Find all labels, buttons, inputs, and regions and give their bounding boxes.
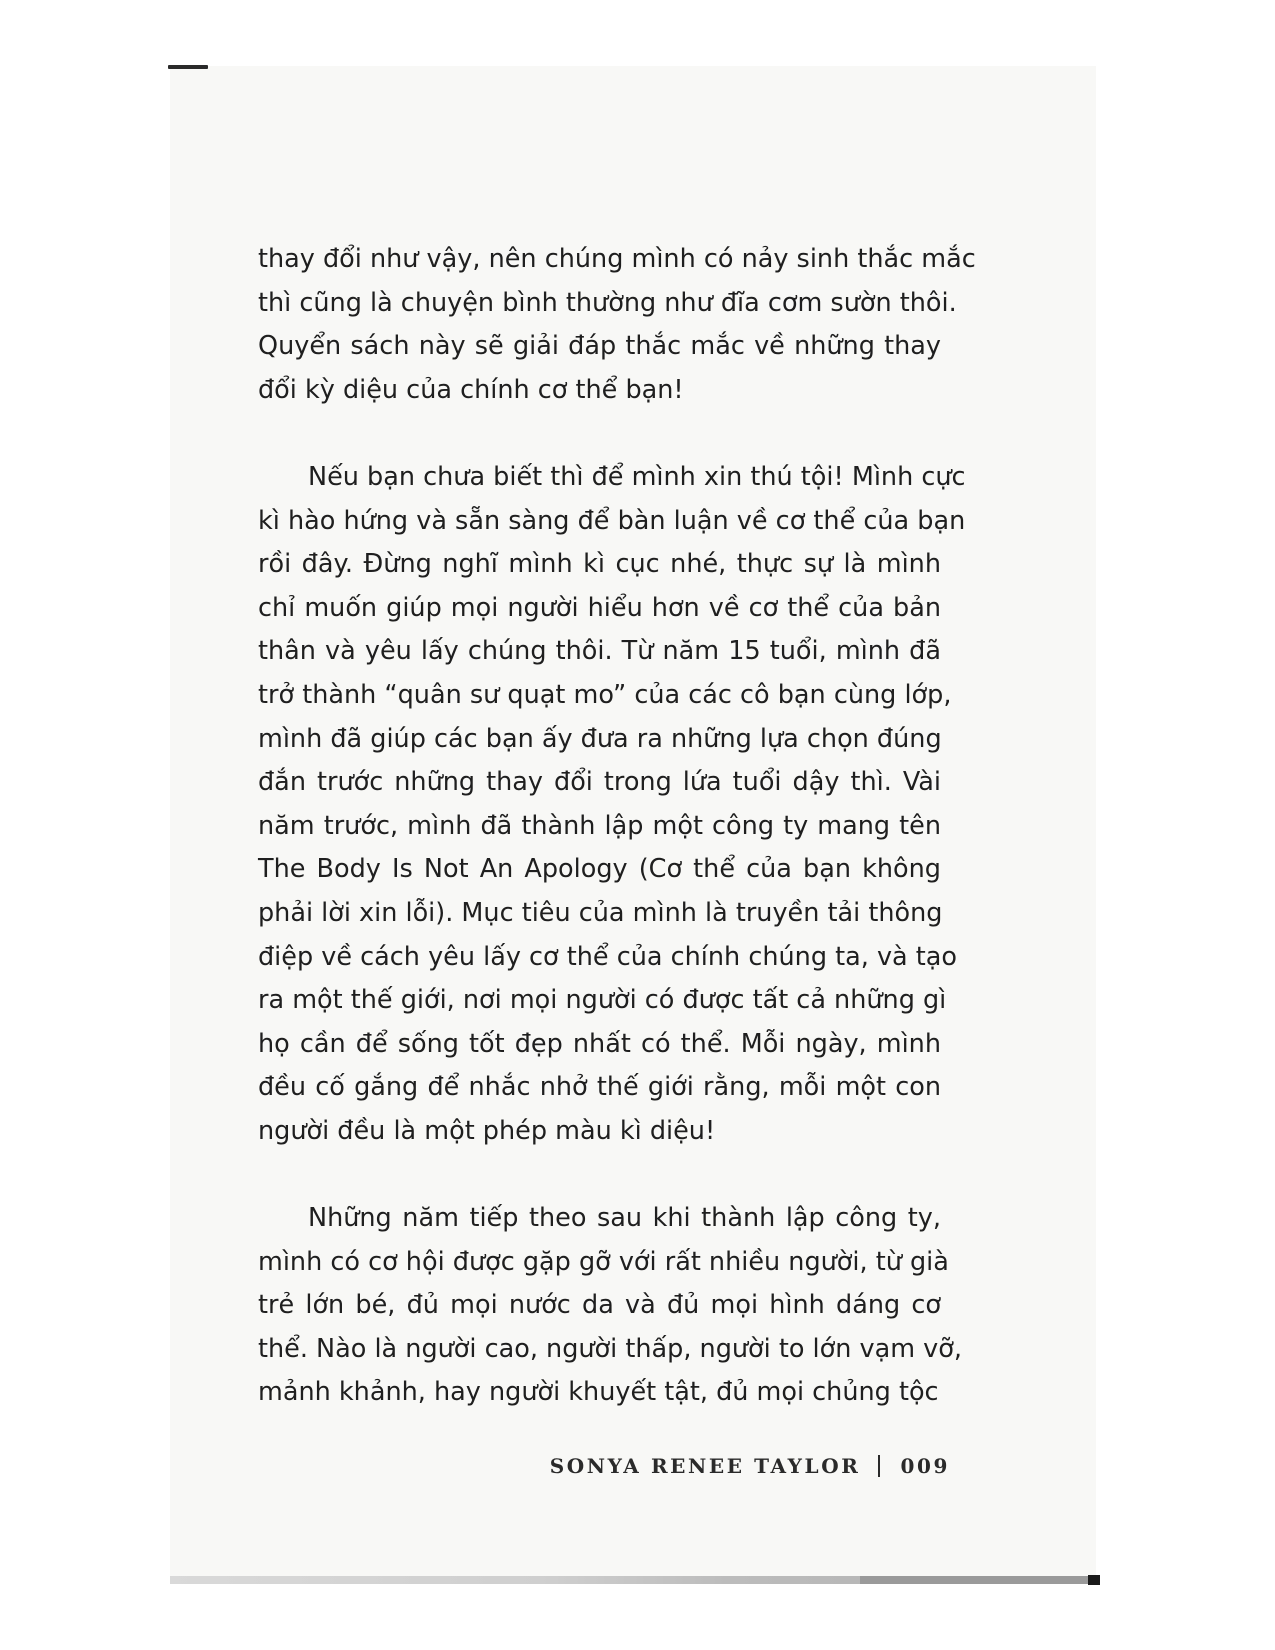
text-line: The Body Is Not An Apology (Cơ thể của bạn không — [258, 854, 941, 885]
text-line: đắn trước những thay đổi trong lứa tuổi dậy thì. Vài — [258, 767, 941, 798]
text-line: kì hào hứng và sẵn sàng để bàn luận về cơ thể của bạn — [258, 505, 966, 536]
text-line: mảnh khảnh, hay người khuyết tật, đủ mọi chủng tộc — [258, 1377, 939, 1408]
paragraph — [258, 1197, 962, 1415]
paragraph — [258, 238, 976, 412]
text-line: ra một thế giới, nơi mọi người có được tất cả những gì — [258, 985, 947, 1016]
scan-corner-mark — [168, 65, 208, 69]
paragraph — [258, 456, 966, 1154]
text-line: Quyển sách này sẽ giải đáp thắc mắc về những thay — [258, 331, 941, 362]
text-line: đều cố gắng để nhắc nhở thế giới rằng, mỗi một con — [258, 1072, 941, 1103]
text-line: họ cần để sống tốt đẹp nhất có thể. Mỗi ngày, mình — [258, 1028, 941, 1059]
text-line: trẻ lớn bé, đủ mọi nước da và đủ mọi hình dáng cơ — [258, 1290, 941, 1321]
text-line: năm trước, mình đã thành lập một công ty mang tên — [258, 810, 941, 841]
text-line: chỉ muốn giúp mọi người hiểu hơn về cơ thể của bản — [258, 592, 941, 623]
page-bottom-edge-shadow — [860, 1576, 1100, 1584]
page-corner-mark — [1088, 1575, 1100, 1585]
text-line: phải lời xin lỗi). Mục tiêu của mình là truyền tải thông — [258, 897, 943, 928]
footer-author: SONYA RENEE TAYLOR — [549, 1454, 861, 1478]
text-line: thể. Nào là người cao, người thấp, người to lớn vạm vỡ, — [258, 1333, 962, 1364]
page-number: 009 — [900, 1454, 950, 1478]
text-line: thân và yêu lấy chúng thôi. Từ năm 15 tuổi, mình đã — [258, 636, 941, 667]
text-line: mình có cơ hội được gặp gỡ với rất nhiều người, từ già — [258, 1246, 949, 1277]
text-line: Nếu bạn chưa biết thì để mình xin thú tội! Mình cực — [308, 461, 966, 492]
text-line: rồi đây. Đừng nghĩ mình kì cục nhé, thực sự là mình — [258, 549, 941, 580]
text-line: điệp về cách yêu lấy cơ thể của chính chúng ta, và tạo — [258, 941, 957, 972]
paragraph-gap — [258, 412, 941, 456]
running-footer — [550, 1454, 950, 1478]
paragraph-gap — [258, 1153, 941, 1197]
body-text — [258, 238, 976, 1415]
text-line: trở thành “quân sư quạt mo” của các cô bạn cùng lớp, — [258, 679, 952, 710]
footer-separator — [878, 1455, 880, 1477]
text-line: Những năm tiếp theo sau khi thành lập công ty, — [308, 1203, 941, 1234]
text-line: mình đã giúp các bạn ấy đưa ra những lựa chọn đúng — [258, 723, 942, 754]
text-line: người đều là một phép màu kì diệu! — [258, 1115, 716, 1146]
text-line: thay đổi như vậy, nên chúng mình có nảy sinh thắc mắc — [258, 244, 976, 274]
text-line: thì cũng là chuyện bình thường như đĩa cơm sườn thôi. — [258, 287, 957, 318]
text-line: đổi kỳ diệu của chính cơ thể bạn! — [258, 374, 684, 405]
